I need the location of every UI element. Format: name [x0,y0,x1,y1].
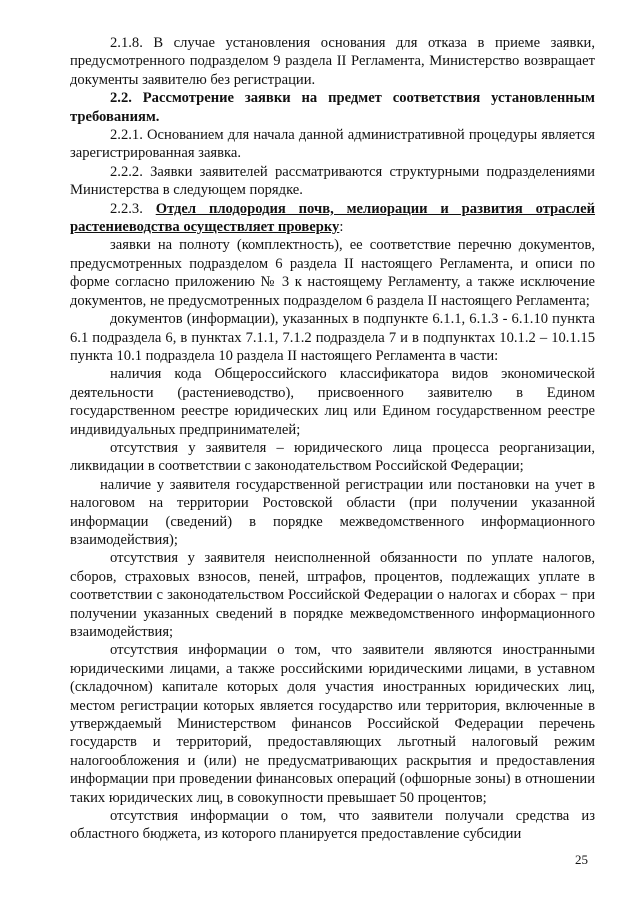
list-item-application-completeness: заявки на полноту (комплектность), ее соответствие перечню документов, предусмотренных подразделом 6 раздела II настоящего Регламента, и описи по форме согласно приложению № 3 к настоящему Регламенту, а также исключение документов, не предусмотренных подразделом 6 раздела II настоящего Регламента; [70,237,595,309]
document-page [70,34,595,844]
paragraph-2-2-3 [70,200,595,237]
list-item-no-reorganization: отсутствия у заявителя – юридического лица процесса реорганизации, ликвидации в соответствии с законодательством Российской Федерации; [70,439,595,475]
section-heading-2-2: 2.2. Рассмотрение заявки на предмет соответствия установленным требованиям. [70,90,595,125]
paragraph-2-2-2: 2.2.2. Заявки заявителей рассматриваются структурными подразделениями Министерства в следующем порядке. [70,163,595,199]
list-item-tax-registration: наличие у заявителя государственной регистрации или постановки на учет в налоговом на территории Ростовской области (при получении указанной информации (сведений) в порядке межведомственного информационного взаимодействия); [70,476,595,548]
responsible-department: Отдел плодородия почв, мелиорации и развития отраслей растениеводства осуществляет проверку [70,200,596,236]
list-item-no-tax-debt: отсутствия у заявителя неисполненной обязанности по уплате налогов, сборов, страховых взносов, пеней, штрафов, процентов, подлежащих уплате в соответствии с законодательством Российской Федерации о налогах и сборах − при получении указанных сведений в порядке межведомственного информационного взаимодействия; [70,550,595,640]
page-number: 25 [575,852,588,867]
paragraph-2-2-1: 2.2.1. Основанием для начала данной административной процедуры является зарегистрированная заявка. [70,127,595,162]
paragraph-2-1-8: 2.1.8. В случае установления основания для отказа в приеме заявки, предусмотренного подразделом 9 раздела II Регламента, Министерство возвращает документы заявителю без регистрации. [70,35,595,88]
paragraph-colon: : [339,219,344,236]
list-item-no-budget-funds: отсутствия информации о том, что заявители получали средства из областного бюджета, из которого планируется предоставление субсидии [70,808,595,843]
list-item-okved-code: наличия кода Общероссийского классификатора видов экономической деятельности (растениеводство), присвоенного заявителю в Едином государственном реестре юридических лиц или Едином государственном реестре индивидуальных предпринимателей; [70,366,595,438]
list-item-documents-check: документов (информации), указанных в подпункте 6.1.1, 6.1.3 - 6.1.10 пункта 6.1 подраздела 6, в пунктах 7.1.1, 7.1.2 подраздела 7 и в подпунктах 10.1.2 – 10.1.15 пункта 10.1 подраздела 10 раздела II настоящего Регламента в части: [70,311,595,364]
list-item-no-offshore: отсутствия информации о том, что заявители являются иностранными юридическими лицами, а также российскими юридическими лицами, в уставном (складочном) капитале которых доля участия иностранных юридических лиц, местом регистрации которых является государство или территория, включенные в утверждаемый Министерством финансов Российской Федерации перечень государств и территорий, предоставляющих льготный налоговый режим налогообложения и (или) не предусматривающих раскрытия и предоставления информации при проведении финансовых операций (офшорные зоны) в отношении таких юридических лиц, в совокупности превышает 50 процентов; [70,642,595,806]
paragraph-number: 2.2.3. [110,200,143,217]
